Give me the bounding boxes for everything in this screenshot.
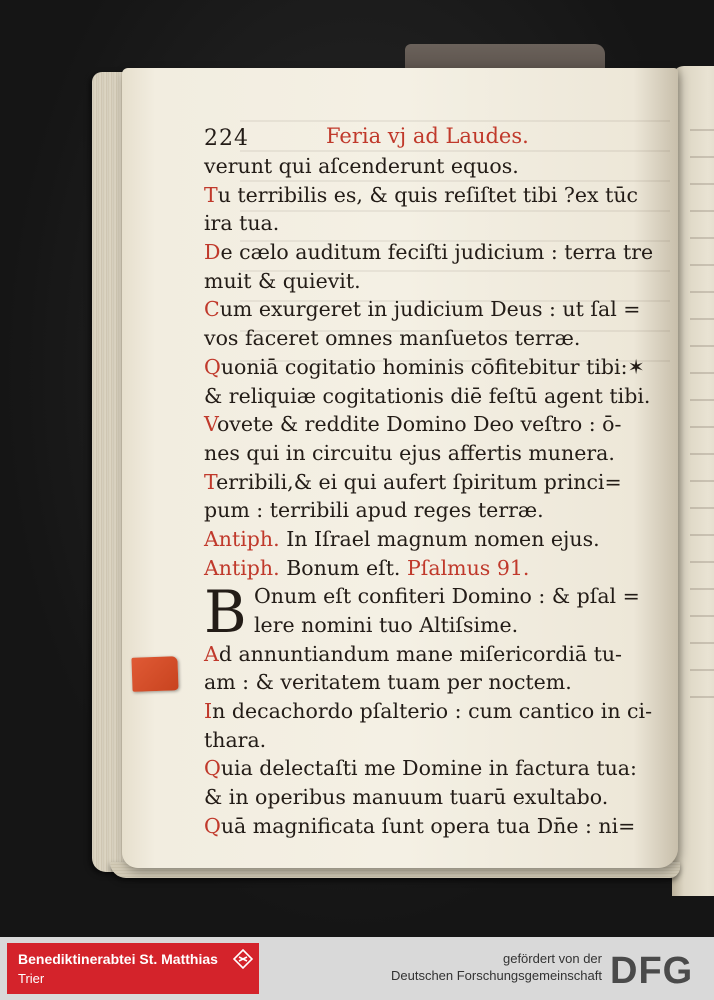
line-text: uā magnificata ſunt opera tua Dn̄e : ni= — [220, 813, 636, 838]
psalm-line: lere nomini tuo Altiſsime. — [254, 613, 519, 637]
text-line — [204, 295, 664, 324]
antiphon-text: onum eſt. — [301, 555, 401, 580]
text-line — [204, 496, 664, 525]
institution-name: Benediktinerabtei St. Matthias — [18, 951, 218, 967]
antiphon-text: n Iſrael magnum nomen ejus. — [294, 526, 600, 551]
text-line — [204, 410, 664, 439]
line-text: erribili,& ei qui aufert ſpiritum princi= — [216, 469, 622, 494]
page-number: 224 — [204, 126, 249, 151]
text-line — [204, 697, 664, 726]
text-line — [204, 353, 664, 382]
rubric-initial: A — [204, 641, 219, 666]
text-line — [204, 754, 664, 783]
rubric-initial: T — [204, 182, 218, 207]
psalm-title: Pſalmus 91. — [406, 555, 530, 580]
line-text: d annuntiandum mane miſericordiā tu- — [218, 641, 622, 666]
rubric-initial: Q — [204, 813, 221, 838]
text-line — [204, 324, 664, 353]
rubric-initial: V — [204, 412, 217, 437]
line-text: & reliquiæ cogitationis diē feſtū agent tibi. — [204, 383, 651, 408]
footer-bar — [0, 937, 714, 1000]
page-text — [204, 122, 664, 841]
drop-cap: B — [204, 578, 247, 647]
line-text: uia delectaſti me Domine in factura tua: — [220, 756, 637, 781]
text-line — [204, 267, 664, 296]
dfg-logo[interactable] — [610, 951, 704, 987]
dfg-logo-text: DFG — [610, 951, 694, 987]
line-text: pum : terribili apud reges terræ. — [204, 498, 544, 523]
rubric-initial: Q — [204, 756, 221, 781]
page-header — [204, 122, 664, 152]
line-text: thara. — [204, 727, 267, 752]
antiphon-line — [204, 525, 664, 554]
line-text: ira tua. — [204, 211, 280, 236]
funding-note — [391, 950, 602, 984]
line-text: um exurgeret in judicium Deus : ut ſal = — [219, 297, 641, 322]
running-title: Feria vj ad Laudes. — [326, 124, 529, 148]
rubric-initial: I — [204, 699, 213, 724]
text-line — [204, 812, 664, 841]
funding-line: Deutschen Forschungsgemeinschaft — [390, 968, 602, 983]
line-text: am : & veritatem tuam per noctem. — [204, 670, 572, 695]
text-line — [204, 209, 664, 238]
institution-banner[interactable] — [7, 943, 259, 994]
text-line — [204, 668, 664, 697]
abbey-emblem-icon — [233, 949, 253, 969]
text-line — [204, 640, 664, 669]
text-line — [204, 439, 664, 468]
verse-lines — [204, 152, 664, 525]
line-text: nes qui in circuitu ejus affertis munera. — [204, 440, 615, 465]
line-text: ovete & reddite Domino Deo veſtro : ō- — [216, 412, 622, 437]
funding-line: gefördert von der — [502, 951, 602, 966]
psalm-line: Onum eſt confiteri Domino : & pſal = — [254, 584, 640, 609]
text-line — [204, 181, 664, 210]
line-text: e cælo auditum feciſti judicium : terra tre — [220, 240, 654, 265]
antiphon-initial: B — [286, 555, 302, 580]
line-text: verunt qui aſcenderunt equos. — [204, 154, 519, 178]
rubric-initial: D — [204, 240, 221, 265]
antiphon-initial: I — [286, 526, 295, 551]
line-text: muit & quievit. — [204, 268, 361, 293]
rubric-initial: Q — [204, 354, 221, 379]
psalm-lines — [204, 640, 664, 841]
text-line — [204, 152, 664, 181]
text-line — [204, 238, 664, 267]
text-line — [204, 468, 664, 497]
psalm-opening — [204, 578, 664, 647]
antiphon-line — [204, 554, 664, 583]
text-line — [204, 783, 664, 812]
bookmark-tab — [131, 656, 178, 692]
antiphon-label: Antiph. — [204, 526, 280, 551]
rubric-initial: C — [204, 297, 220, 322]
text-line — [204, 726, 664, 755]
line-text: uoniā cogitatio hominis cōfitebitur tibi:✶ — [220, 354, 645, 379]
rubric-initial: T — [204, 469, 217, 494]
line-text: vos faceret omnes manſuetos terræ. — [204, 326, 581, 351]
facing-page-text — [690, 120, 714, 720]
antiphon-label: Antiph. — [204, 555, 280, 580]
line-text: n decachordo pſalterio : cum cantico in ci- — [212, 699, 653, 724]
institution-city: Trier — [18, 971, 45, 986]
text-line — [204, 382, 664, 411]
line-text: & in operibus manuum tuarū exultabo. — [204, 785, 609, 810]
line-text: u terribilis es, & quis reſiſtet tibi ?ex tūc — [217, 182, 639, 207]
